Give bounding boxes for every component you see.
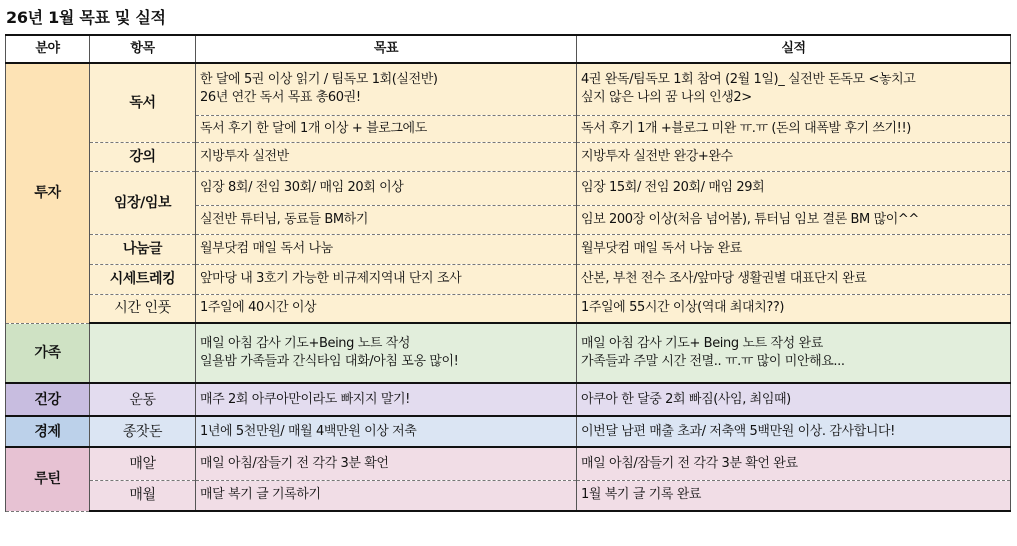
goal-text: 한 달에 5권 이상 읽기 / 팀독모 1회(실전반) <box>200 72 438 88</box>
result-text: 임장 15회/ 전임 20회/ 매임 29회 <box>577 171 1011 205</box>
result-text: 1주일에 55시간 이상(역대 최대치??) <box>577 294 1011 323</box>
result-text: 아쿠아 한 달중 2회 빠짐(사임, 최임때) <box>577 383 1011 416</box>
category-investment: 투자 <box>6 63 90 323</box>
table-row <box>6 383 1011 416</box>
goal-text: 임장 8회/ 전임 30회/ 매임 20회 이상 <box>196 171 577 205</box>
item-exercise: 운동 <box>90 383 196 416</box>
table-row <box>6 480 1011 511</box>
result-text: 4권 완독/팀독모 1회 참여 (2월 1일)_ 실전반 돈독모 <놓치고 <box>581 72 916 88</box>
goal-text: 실전반 튜터님, 동료들 BM하기 <box>196 205 577 234</box>
result-text: 가족들과 주말 시간 전멸.. ㅠ.ㅠ 많이 미안해요... <box>581 354 845 369</box>
item-family <box>90 323 196 383</box>
item-imjang: 임장/임보 <box>90 171 196 234</box>
table-row <box>6 447 1011 480</box>
header-goal: 목표 <box>196 35 577 63</box>
header-category: 분야 <box>6 35 90 63</box>
result-text: 1월 복기 글 기록 완료 <box>577 480 1011 511</box>
category-health: 건강 <box>6 383 90 416</box>
goal-text: 매달 복기 글 기록하기 <box>196 480 577 511</box>
goal-text: 1주일에 40시간 이상 <box>196 294 577 323</box>
item-market-tracking: 시세트레킹 <box>90 264 196 294</box>
table-row <box>6 234 1011 264</box>
result-text: 매일 아침/잠들기 전 각각 3분 확언 완료 <box>577 447 1011 480</box>
goal-cell <box>196 323 577 383</box>
item-seed-money: 종잣돈 <box>90 416 196 447</box>
result-text: 지방투자 실전반 완강+완수 <box>577 142 1011 171</box>
result-text: 월부닷컴 매일 독서 나눔 완료 <box>577 234 1011 264</box>
item-sharing: 나눔글 <box>90 234 196 264</box>
goal-text: 26년 연간 독서 목표 총60권! <box>200 90 361 106</box>
result-text: 산본, 부천 전수 조사/앞마당 생활권별 대표단지 완료 <box>577 264 1011 294</box>
item-daily: 매알 <box>90 447 196 480</box>
table-row <box>6 171 1011 205</box>
table-row <box>6 142 1011 171</box>
category-economy: 경제 <box>6 416 90 447</box>
goal-text: 1년에 5천만원/ 매월 4백만원 이상 저축 <box>196 416 577 447</box>
result-text: 싶지 않은 나의 꿈 나의 인생2> <box>581 90 752 106</box>
table-row <box>6 264 1011 294</box>
goal-text: 앞마당 내 3호기 가능한 비규제지역내 단지 조사 <box>196 264 577 294</box>
sheet-title: 26년 1월 목표 및 실적 <box>6 8 166 27</box>
table-row <box>6 294 1011 323</box>
goals-table <box>5 34 1011 512</box>
table-row <box>6 63 1011 115</box>
goal-text: 월부닷컴 매일 독서 나눔 <box>196 234 577 264</box>
result-text: 매일 아침 감사 기도+ Being 노트 작성 완료 <box>581 336 823 351</box>
item-lecture: 강의 <box>90 142 196 171</box>
table-row <box>6 323 1011 383</box>
result-cell <box>577 63 1011 115</box>
goal-text: 매일 아침/잠들기 전 각각 3분 확언 <box>196 447 577 480</box>
goal-text: 지방투자 실전반 <box>196 142 577 171</box>
item-reading: 독서 <box>90 63 196 142</box>
item-monthly: 매월 <box>90 480 196 511</box>
result-text: 독서 후기 1개 +블로그 미완 ㅠ.ㅠ (돈의 대폭발 후기 쓰기!!) <box>577 115 1011 142</box>
category-family: 가족 <box>6 323 90 383</box>
result-text: 임보 200장 이상(처음 넘어봄), 튜터님 임보 결론 BM 많이^^ <box>577 205 1011 234</box>
goal-text: 일욜밤 가족들과 간식타임 대화/아침 포옹 많이! <box>200 354 459 369</box>
header-result: 실적 <box>577 35 1011 63</box>
header-row <box>6 35 1011 63</box>
goal-text: 매일 아침 감사 기도+Being 노트 작성 <box>200 336 411 351</box>
item-time-input: 시간 인풋 <box>90 294 196 323</box>
result-cell <box>577 323 1011 383</box>
goal-cell <box>196 63 577 115</box>
goal-text: 독서 후기 한 달에 1개 이상 + 블로그에도 <box>196 115 577 142</box>
category-routine: 루틴 <box>6 447 90 511</box>
goal-text: 매주 2회 아쿠아만이라도 빠지지 말기! <box>196 383 577 416</box>
header-item: 항목 <box>90 35 196 63</box>
table-row <box>6 416 1011 447</box>
result-text: 이번달 남편 매출 초과/ 저축액 5백만원 이상. 감사합니다! <box>577 416 1011 447</box>
